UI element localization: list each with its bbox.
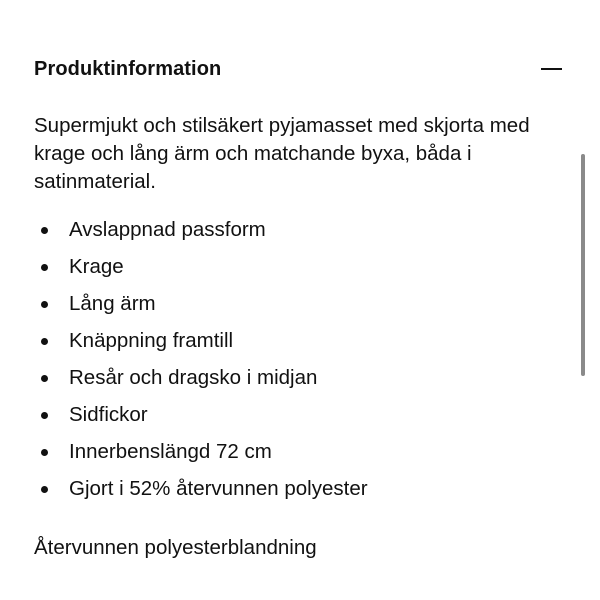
feature-item — [34, 290, 368, 327]
bullet-icon — [41, 264, 48, 271]
bullet-icon — [41, 375, 48, 382]
bullet-icon — [41, 486, 48, 493]
feature-label: Knäppning framtill — [69, 329, 234, 352]
feature-label: Krage — [69, 255, 124, 278]
feature-list — [34, 216, 368, 512]
feature-item — [34, 438, 368, 475]
feature-item — [34, 327, 368, 364]
feature-item — [34, 475, 368, 512]
bullet-icon — [41, 412, 48, 419]
section-title: Produktinformation — [34, 58, 222, 80]
feature-item — [34, 216, 368, 253]
feature-label: Gjort i 52% återvunnen polyester — [69, 477, 368, 500]
bullet-icon — [41, 301, 48, 308]
material-text: Återvunnen polyesterblandning — [34, 536, 317, 559]
product-info-header[interactable] — [34, 55, 564, 85]
feature-label: Resår och dragsko i midjan — [69, 366, 318, 389]
minus-icon — [541, 68, 562, 70]
feature-label: Avslappnad passform — [69, 218, 266, 241]
bullet-icon — [41, 227, 48, 234]
feature-label: Lång ärm — [69, 292, 156, 315]
feature-item — [34, 364, 368, 401]
feature-item — [34, 401, 368, 438]
feature-item — [34, 253, 368, 290]
scrollbar-thumb[interactable] — [581, 154, 585, 376]
product-description: Supermjukt och stilsäkert pyjamasset med skjorta med krage och lång ärm och matchande byxa, båda i satinmaterial. — [34, 114, 530, 193]
feature-label: Innerbenslängd 72 cm — [69, 440, 272, 463]
collapse-button[interactable] — [538, 57, 564, 81]
feature-label: Sidfickor — [69, 403, 148, 426]
bullet-icon — [41, 449, 48, 456]
bullet-icon — [41, 338, 48, 345]
